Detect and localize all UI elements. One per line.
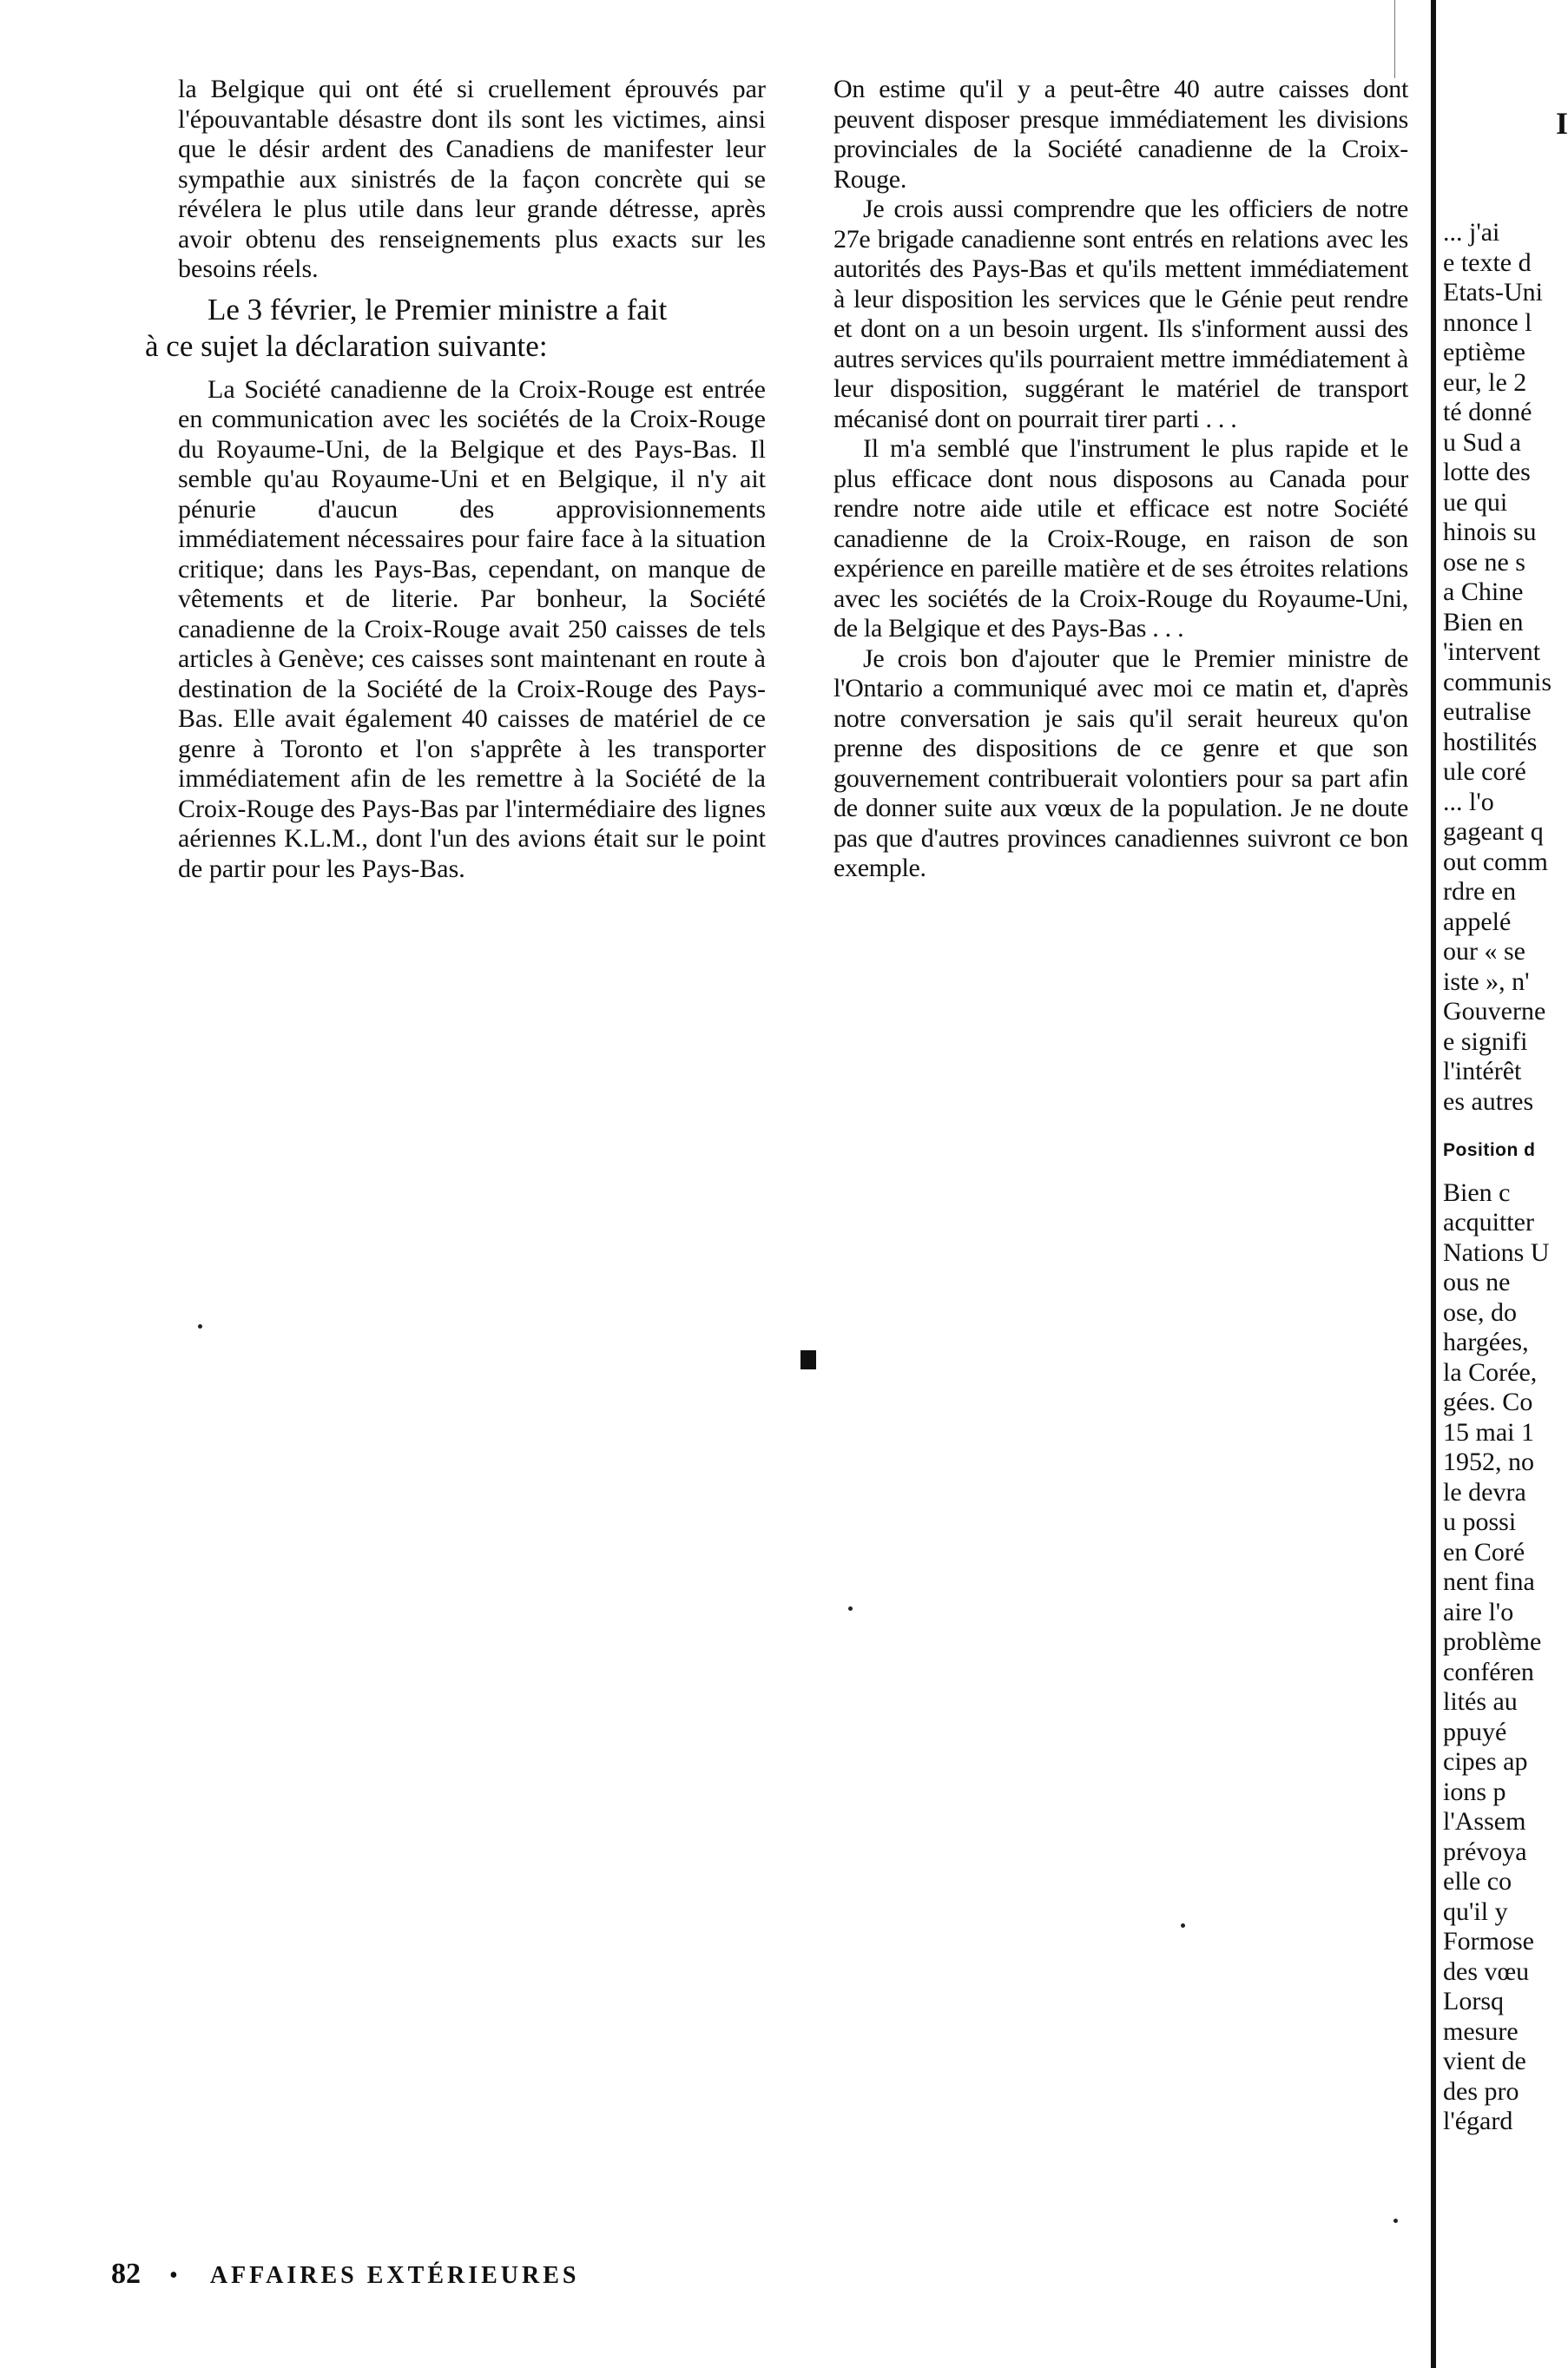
right-column-line: ... l'o — [1443, 787, 1494, 816]
right-column-line: hostilités — [1443, 727, 1538, 756]
speck — [1181, 1923, 1185, 1928]
middle-paragraph-1: On estime qu'il y a peut-être 40 autre caisses dont peuvent disposer presque immédiatement les divisions provinciales de la Société canadienne de la Croix-Rouge. — [833, 75, 1408, 194]
right-column-line: a Chine — [1443, 577, 1524, 606]
right-column-line: eptième — [1443, 338, 1525, 366]
right-column-line: vient de — [1443, 2047, 1526, 2075]
right-column-line: Nations U — [1443, 1237, 1550, 1267]
right-column-line: aire l'o — [1443, 1597, 1514, 1626]
right-column-line: ous ne — [1443, 1268, 1511, 1296]
right-column-line: hargées, — [1443, 1328, 1529, 1356]
right-column-line: rdre en — [1443, 877, 1517, 906]
speck — [1393, 2219, 1398, 2223]
right-column-line: 15 mai 1 — [1443, 1417, 1534, 1447]
right-column-line: Gouverne — [1443, 997, 1546, 1026]
center-square-mark — [800, 1350, 816, 1369]
footer-bullet: • — [169, 2262, 181, 2289]
left-paragraph-2 — [145, 292, 766, 365]
right-column-line: our « se — [1443, 937, 1525, 966]
right-section-heading: Position d — [1443, 1140, 1536, 1160]
right-column-line: des vœu — [1443, 1956, 1530, 1986]
column-rule-thin — [1394, 0, 1395, 78]
right-column-line: communis — [1443, 667, 1552, 696]
left-paragraph-1: la Belgique qui ont été si cruellement éprouvés par l'épouvantable désastre dont ils sont les victimes, ainsi que le désir ardent des Canadiens de manifester leur sympathie aux sinistrés de la façon concrète qui se révélera le plus utile dans leur grande détresse, après avoir obtenu des renseignements plus exacts sur les besoins réels. — [178, 75, 766, 283]
middle-paragraph-2: Je crois aussi comprendre que les officiers de notre 27e brigade canadienne sont entrés en relations avec les autorités des Pays-Bas et qu'ils mettent immédiatement à leur disposition les services que le Génie peut rendre et dont on a un besoin urgent. Ils s'informent aussi des autres services qu'ils pourraient mettre immédiatement à leur disposition, suggérant le matériel de transport mécanisé dont on pourrait tirer parti . . . — [833, 195, 1408, 433]
right-column-line: iste », n' — [1443, 966, 1530, 996]
right-column-line: lotte des — [1443, 458, 1531, 486]
quote-text: La Société canadienne de la Croix-Rouge est entrée en communication avec les sociétés de la Croix-Rouge du Royaume-Uni, de la Belgique et des Pays-Bas. Il semble qu'au Royaume-Uni et en Belgique, il n'y ait pénurie d'aucun des approvisionnements immédiatement nécessaires pour faire face à la situation critique; dans les Pays-Bas, cependant, on manque de vêtements et de literie. Par bonheur, la Société canadienne de la Croix-Rouge avait 250 caisses de tels articles à Genève; ces caisses sont maintenant en route à destination de la Société de la Croix-Rouge des Pays-Bas. Elle avait également 40 caisses de matériel de ce genre à Toronto et l'on s'apprête à les transporter immédiatement afin de les remettre à la Société de la Croix-Rouge des Pays-Bas par l'intermédiaire des lignes aériennes K.L.M., dont l'un des avions était sur le point de partir pour les Pays-Bas. — [178, 374, 766, 883]
right-column-line: es autres — [1443, 1086, 1534, 1116]
right-lines-group-4 — [1443, 1987, 1568, 2137]
right-column-line: lités au — [1443, 1687, 1518, 1716]
right-column-line: Bien en — [1443, 607, 1524, 637]
right-column-line: cipes ap — [1443, 1747, 1528, 1776]
right-column-line: 'intervent — [1443, 637, 1541, 666]
right-column-line: u possi — [1443, 1507, 1517, 1536]
right-column-line: qu'il y — [1443, 1896, 1508, 1926]
left-paragraph-2-end: à ce sujet la déclaration suivante: — [145, 328, 548, 363]
right-column-line: elle co — [1443, 1867, 1512, 1896]
page-number: 82 — [111, 2258, 141, 2290]
right-column-line: e texte d — [1443, 247, 1532, 277]
right-column-line: Bien c — [1443, 1177, 1511, 1207]
right-column-line: prévoya — [1443, 1837, 1527, 1866]
right-column-line: Formose — [1443, 1927, 1534, 1956]
right-column-line: la Corée, — [1443, 1357, 1538, 1387]
right-column-line: out comm — [1443, 847, 1548, 876]
right-column-line: en Coré — [1443, 1537, 1525, 1567]
speck — [198, 1324, 202, 1329]
middle-paragraph-3: Il m'a semblé que l'instrument le plus rapide et le plus efficace dont nous disposons au Canada pour rendre notre aide utile et efficace est notre Société canadienne de la Croix-Rouge, en raison de son expérience en pareille matière et de ses étroites relations avec les sociétés de la Croix-Rouge du Royaume-Uni, de la Belgique et des Pays-Bas . . . — [833, 434, 1408, 643]
right-column-line: e signifi — [1443, 1026, 1528, 1056]
right-column-cropped — [1443, 0, 1568, 2368]
right-column-mark: I — [1555, 106, 1568, 141]
right-column-line: appelé — [1443, 907, 1512, 936]
right-column-line: té donné — [1443, 398, 1532, 426]
journal-title: AFFAIRES EXTÉRIEURES — [209, 2262, 580, 2289]
right-column-line: ... j'ai — [1443, 218, 1500, 247]
left-column — [145, 75, 766, 884]
right-column-line: Etats-Uni — [1443, 278, 1543, 307]
right-column-line: nent fina — [1443, 1567, 1535, 1596]
right-lines-group-3 — [1443, 1178, 1568, 1988]
right-lines-group-1 — [1443, 218, 1568, 608]
right-column-line: eutralise — [1443, 697, 1532, 726]
right-lines-group-2 — [1443, 608, 1568, 1118]
right-column-line: acquitter — [1443, 1208, 1534, 1237]
right-column-line: 1952, no — [1443, 1448, 1534, 1476]
right-column-line: hinois su — [1443, 518, 1537, 546]
right-column-line: gées. Co — [1443, 1388, 1533, 1416]
right-column-line: le devra — [1443, 1477, 1526, 1507]
column-divider — [1431, 0, 1436, 2368]
left-paragraph-2-start: Le 3 février, le Premier ministre a fait — [208, 292, 668, 327]
right-column-line: ions p — [1443, 1777, 1506, 1806]
right-column-line: nnonce l — [1443, 307, 1532, 337]
right-column-line: mesure — [1443, 2016, 1519, 2046]
right-column-line: ose, do — [1443, 1297, 1517, 1327]
right-column-line: l'égard — [1443, 2107, 1513, 2135]
right-column-line: ose ne s — [1443, 547, 1525, 577]
speck — [848, 1606, 853, 1611]
right-column-line: Lorsq — [1443, 1987, 1504, 2015]
right-column-line: eur, le 2 — [1443, 367, 1527, 397]
right-column-line: l'intérêt — [1443, 1057, 1522, 1085]
right-column-line: gageant q — [1443, 817, 1544, 846]
page-footer — [111, 2258, 579, 2291]
right-column-line: u Sud a — [1443, 427, 1521, 457]
middle-column — [833, 75, 1408, 884]
middle-paragraph-4: Je crois bon d'ajouter que le Premier ministre de l'Ontario a communiqué avec moi ce matin et, d'après notre conversation je sais qu'il serait heureux qu'on prenne des dispositions de ce genre et que son gouvernement contribuerait volontiers pour sa part afin de donner suite aux vœux de la population. Je ne doute pas que d'autres provinces canadiennes suivront ce bon exemple. — [833, 643, 1408, 882]
right-column-line: ule coré — [1443, 757, 1526, 786]
right-column-line: ue qui — [1443, 487, 1508, 517]
right-column-line: des pro — [1443, 2076, 1519, 2106]
right-column-line: l'Assem — [1443, 1807, 1526, 1836]
right-column-line: ppuyé — [1443, 1717, 1507, 1746]
right-column-line: conféren — [1443, 1657, 1534, 1686]
prime-minister-quote — [178, 375, 766, 885]
right-column-line: problème — [1443, 1627, 1542, 1656]
